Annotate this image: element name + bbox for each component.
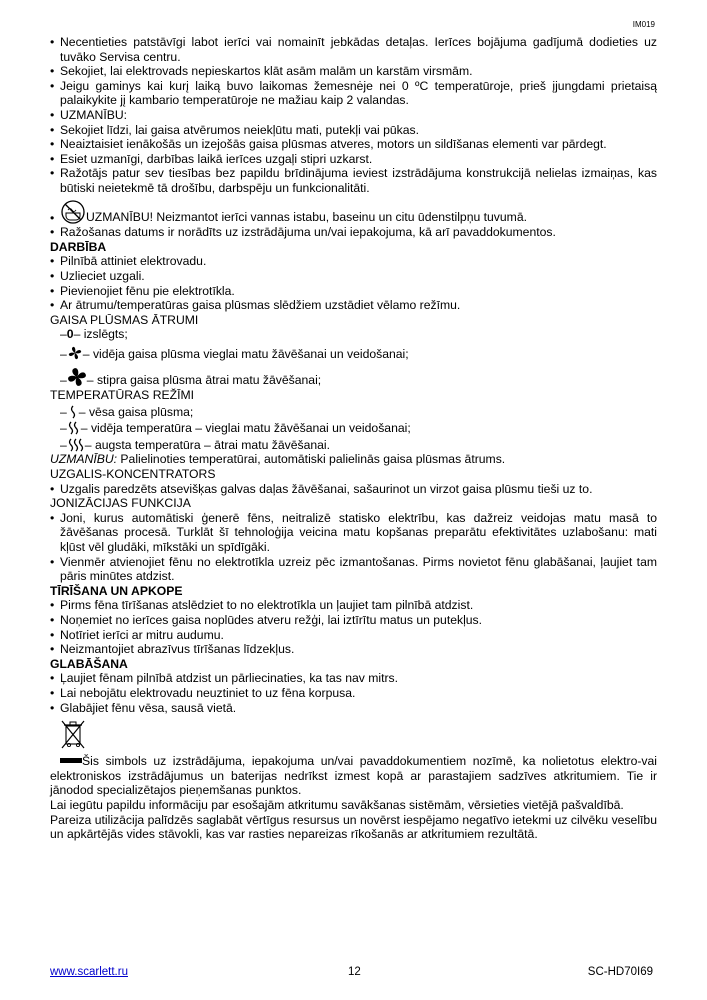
bullet: • <box>50 700 55 715</box>
temp-high-text: – augsta temperatūra – ātrai matu žāvēšanai. <box>84 437 331 452</box>
bullet: • <box>50 510 55 525</box>
list-item <box>50 598 657 613</box>
list-item <box>50 64 657 79</box>
dash: – <box>60 421 67 436</box>
list-item <box>50 686 657 701</box>
heat-one-wave-icon <box>67 405 79 419</box>
temp-medium-line <box>50 421 657 436</box>
bullet: • <box>50 151 55 166</box>
list-item-text: Ar ātrumu/temperatūras gaisa plūsmas slēdžiem uzstādiet vēlamo režīmu. <box>60 298 461 313</box>
list-item-text: Lai nebojātu elektrovadu neuztiniet to uz fēna korpusa. <box>60 685 356 700</box>
list-item <box>50 642 657 657</box>
speed-medium-line <box>50 345 657 362</box>
bullet: • <box>50 107 55 122</box>
list-item-text: Noņemiet no ierīces gaisa noplūdes atveru režģi, lai iztīrītu matus un putekļus. <box>60 612 483 627</box>
bullet: • <box>50 298 55 313</box>
list-item-text: Necentieties patstāvīgi labot ierīci vai nomainīt jebkādas detaļas. Ierīces bojājuma gadījumā dodieties uz tuvāko Servisa centru. <box>60 35 657 64</box>
bullet: • <box>50 627 55 642</box>
bullet: • <box>50 612 55 627</box>
list-item <box>50 137 657 152</box>
page-content <box>50 35 657 842</box>
list-item-text: Uzgalis paredzēts atsevišķas galvas daļas žāvēšanai, sašaurinot un virzot gaisa plūsmu tieši uz to. <box>60 481 593 496</box>
list-item-text: Esiet uzmanīgi, darbības laikā ierīces uzgaļi stipri uzkarst. <box>60 151 373 166</box>
speed-zero-symbol: 0 <box>66 327 74 342</box>
list-item-text: Uzlieciet uzgali. <box>60 268 145 283</box>
speed-off-text: – izslēgts; <box>73 327 128 342</box>
section-heading: TĪRĪŠANA UN APKOPE <box>50 583 183 598</box>
page-number: 12 <box>348 966 361 978</box>
speed-medium-text: – vidēja gaisa plūsma vieglai matu žāvēšanai un veidošanai; <box>82 346 409 361</box>
temp-cool-text: – vēsa gaisa plūsma; <box>78 404 194 419</box>
list-item <box>50 152 657 167</box>
list-item-text: Notīriet ierīci ar mitru audumu. <box>60 627 224 642</box>
recycling-paragraph-2: Lai iegūtu papildu informāciju par esošajām atkritumu savākšanas sistēmām, vērsieties vietējā pašvaldībā. <box>50 797 624 812</box>
fan-large-icon <box>67 367 87 387</box>
list-item <box>50 284 657 299</box>
dash: – <box>60 346 67 361</box>
recycling-section <box>50 718 657 842</box>
list-item <box>50 254 657 269</box>
model-code: IM019 <box>632 20 655 29</box>
temp-high-line <box>50 438 657 453</box>
list-item <box>50 482 657 497</box>
temp-cool-line <box>50 405 657 420</box>
speed-strong-line <box>50 367 657 388</box>
list-item <box>50 35 657 64</box>
subheading-speed: GAISA PLŪSMAS ĀTRUMI <box>50 312 199 327</box>
recycling-text-1: Šis simbols uz izstrādājuma, iepakojuma un/vai pavaddokumentiem nozīmē, ka nolietotus elektro-vai elektroniskos izstrādājumus un baterijas nedrīkst izmest kopā ar parastajiem sadzīves atkritumiem. Tie ir jānodod specializētajos pieņemšanas punktos. <box>50 754 657 798</box>
bullet: • <box>50 481 55 496</box>
bullet: • <box>50 283 55 298</box>
bullet: • <box>50 254 55 269</box>
list-item <box>50 511 657 555</box>
list-item <box>50 123 657 138</box>
list-item <box>50 671 657 686</box>
bullet: • <box>50 137 55 152</box>
list-item <box>50 701 657 716</box>
list-item-text: Pilnībā attiniet elektrovadu. <box>60 254 207 269</box>
list-item-text: Glabājiet fēnu vēsa, sausā vietā. <box>60 700 237 715</box>
list-item <box>50 555 657 584</box>
bullet: • <box>50 598 55 613</box>
list-item <box>50 79 657 108</box>
dash: – <box>60 404 67 419</box>
list-item-text: Neaiztaisiet ienākošās un izejošās gaisa plūsmas atveres, motors un sildīšanas elementi var pārdegt. <box>60 137 607 152</box>
list-item <box>50 628 657 643</box>
list-item <box>50 108 657 123</box>
bullet: • <box>50 35 55 49</box>
subheading-concentrator: UZGALIS-KONCENTRATORS <box>50 467 216 482</box>
bullet: • <box>50 685 55 700</box>
list-item-text: Ļaujiet fēnam pilnībā atdzist un pārliecinaties, ka tas nav mitrs. <box>60 671 399 686</box>
bullet: • <box>50 122 55 137</box>
bullet: • <box>50 554 55 569</box>
list-item-text: Vienmēr atvienojiet fēnu no elektrotīkla uzreiz pēc izmantošanas. Pirms novietot fēnu glabāšanai, ļaujiet tam pāris minūtes atdzist. <box>60 554 657 584</box>
bullet: • <box>50 268 55 283</box>
dash: – <box>60 437 67 452</box>
list-item-text: Pievienojiet fēnu pie elektrotīkla. <box>60 283 235 298</box>
list-item-text: Ražošanas datums ir norādīts uz izstrādājuma un/vai iepakojuma, kā arī pavaddokumentos. <box>60 225 556 240</box>
subheading-ionization: JONIZĀCIJAS FUNKCIJA <box>50 496 191 511</box>
bullet: • <box>50 671 55 686</box>
list-item-bath-warning <box>50 199 657 226</box>
list-item <box>50 166 657 195</box>
list-item-text: Sekojiet, lai elektrovads nepieskartos klāt asām malām un karstām virsmām. <box>60 64 473 79</box>
recycling-paragraph-1 <box>50 754 657 798</box>
speed-off-line <box>50 327 657 342</box>
heat-two-waves-icon <box>67 421 81 435</box>
bullet: • <box>50 225 55 240</box>
list-item-text: Jeigu gaminys kai kurį laiką buvo laikomas žemesnėje nei 0 ºC temperatūroje, prieš įjungdami prietaisą palaikykite jį kambario temperatūroje ne mažiau kaip 2 valandas. <box>60 78 657 108</box>
list-item <box>50 225 657 240</box>
weee-bar-icon <box>60 758 82 763</box>
dash: – <box>60 373 67 388</box>
dash: – <box>60 327 67 342</box>
model-number: SC-HD70I69 <box>587 966 653 978</box>
section-heading: DARBĪBA <box>50 239 107 254</box>
list-item <box>50 613 657 628</box>
list-item-text: Joni, kurus automātiski ģenerē fēns, neitralizē statisko elektrību, kas dažreiz veidojas matu masā to žāvēšanas procesā. Turklāt šī tehnoloģija veicina matu kopšanas preparātu efektivitātes uzlabošanu: mati kļūst vēl gludāki, mīkstāki un spīdīgāki. <box>60 510 657 554</box>
bullet: • <box>50 64 55 79</box>
no-bath-icon <box>60 199 86 225</box>
heat-three-waves-icon <box>67 438 85 452</box>
temp-medium-text: – vidēja temperatūra – vieglai matu žāvēšanai un veidošanai; <box>80 421 411 436</box>
bath-warning-text: UZMANĪBU! Neizmantot ierīci vannas istabu, baseinu un citu ūdenstilpņu tuvumā. <box>86 209 527 224</box>
website-link[interactable]: www.scarlett.ru <box>50 966 128 978</box>
section-heading: GLABĀŠANA <box>50 656 128 671</box>
bullet: • <box>50 78 55 93</box>
note-label: UZMANĪBU: <box>50 452 118 467</box>
subheading-temperature: TEMPERATŪRAS REŽĪMI <box>50 388 194 403</box>
list-item <box>50 298 657 313</box>
weee-crossed-bin-icon <box>60 718 86 754</box>
bullet: • <box>50 210 55 225</box>
list-item-text: Sekojiet līdzi, lai gaisa atvērumos neiekļūtu mati, putekļi vai pūkas. <box>60 122 420 137</box>
list-item-text: UZMANĪBU: <box>60 107 128 122</box>
bullet: • <box>50 166 55 181</box>
list-item <box>50 269 657 284</box>
note-text: Palielinoties temperatūrai, automātiski palielinās gaisa plūsmas ātrums. <box>117 452 506 467</box>
list-item-text: Ražotājs patur sev tiesības bez papildu brīdinājuma ieviest izstrādājuma konstrukcijā nelielas izmaiņas, kas būtiski neietekmē tā drošību, darbspēju un funkcionalitāti. <box>60 166 657 195</box>
list-item-text: Neizmantojiet abrazīvus tīrīšanas līdzekļus. <box>60 642 295 657</box>
speed-strong-text: – stipra gaisa plūsma ātrai matu žāvēšanai; <box>86 373 322 388</box>
fan-small-icon <box>67 345 83 361</box>
recycling-paragraph-3: Pareiza utilizācija palīdzēs saglabāt vērtīgus resursus un novērst iespējamo negatīvo ietekmi uz cilvēku veselību un apkārtējās vides stāvokli, kas var rasties nepareizas rīkošanās ar atkritumiem rezultātā. <box>50 812 657 842</box>
temperature-note <box>50 452 657 467</box>
list-item-text: Pirms fēna tīrīšanas atslēdziet to no elektrotīkla un ļaujiet tam pilnībā atdzist. <box>60 598 474 613</box>
bullet: • <box>50 642 55 657</box>
